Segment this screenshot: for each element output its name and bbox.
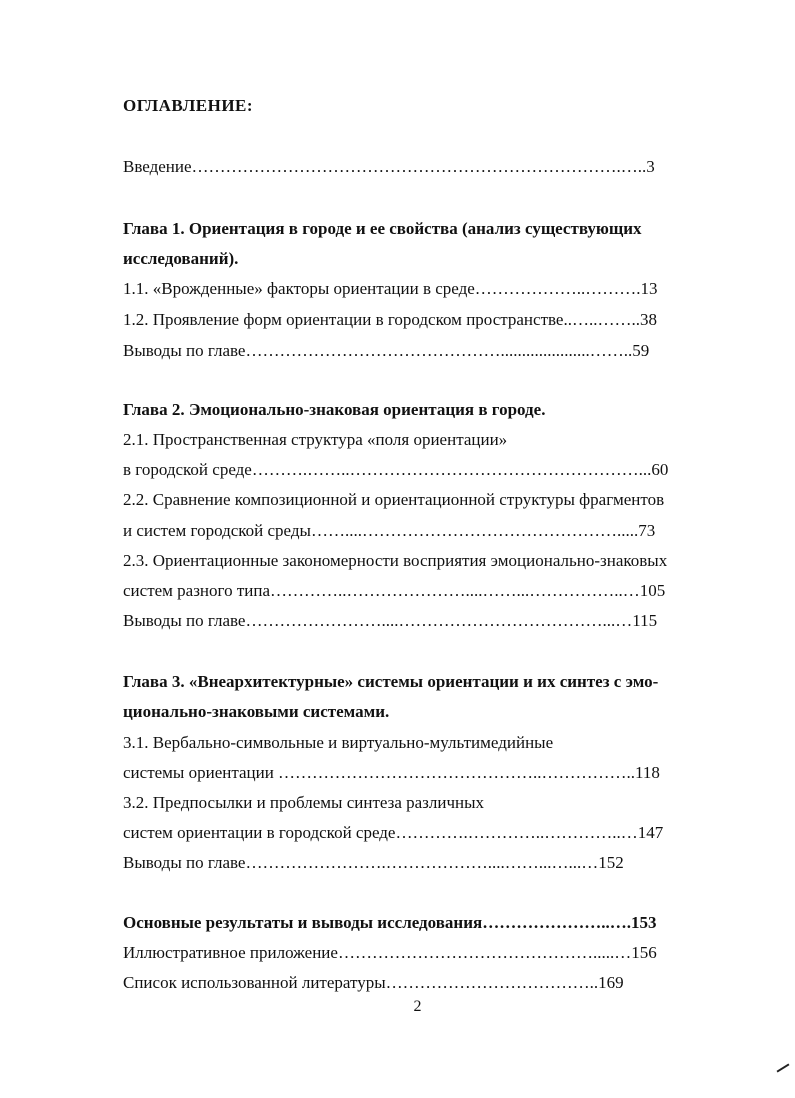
toc-2-2-line-2[interactable]: и систем городской среды……....……………………………………….....73	[123, 521, 656, 540]
chapter-3-heading-line-2[interactable]: ционально-знаковыми системами.	[123, 702, 390, 721]
toc-1-2[interactable]: 1.2. Проявление форм ориентации в городском пространстве..…..……..38	[123, 310, 657, 329]
toc-2-1-line-1[interactable]: 2.1. Пространственная структура «поля ориентации»	[123, 430, 508, 449]
toc-3-1-line-2[interactable]: системы ориентации ………………………………………..……………..118	[123, 763, 660, 782]
toc-2-conclusions[interactable]: Выводы по главе……………………....………………………………...…115	[123, 611, 658, 630]
toc-main-results[interactable]: Основные результаты и выводы исследования…………………..….153	[123, 913, 657, 932]
toc-3-2-line-1[interactable]: 3.2. Предпосылки и проблемы синтеза различных	[123, 793, 485, 812]
toc-2-3-line-1[interactable]: 2.3. Ориентационные закономерности восприятия эмоционально-знаковых	[123, 551, 668, 570]
toc-appendix[interactable]: Иллюстративное приложение……………………………………….....…156	[123, 943, 657, 962]
toc-2-3-line-2[interactable]: систем разного типа…………..…………………....……...……………..…105	[123, 581, 666, 600]
chapter-3-heading-line-1[interactable]: Глава 3. «Внеархитектурные» системы ориентации и их синтез с эмо-	[123, 672, 659, 691]
toc-bibliography[interactable]: Список использованной литературы………………………………..169	[123, 973, 624, 992]
page-number: 2	[413, 998, 422, 1015]
toc-1-conclusions[interactable]: Выводы по главе……………………………………….....................……..59	[123, 341, 650, 360]
toc-3-conclusions[interactable]: Выводы по главе…………………….………………....……...…...…152	[123, 853, 624, 872]
toc-2-1-line-2[interactable]: в городской среде……….……..……………………………………………...60	[123, 460, 669, 479]
page-title: ОГЛАВЛЕНИЕ:	[123, 96, 254, 115]
toc-2-2-line-1[interactable]: 2.2. Сравнение композиционной и ориентационной структуры фрагментов	[123, 490, 665, 509]
scan-mark	[777, 1063, 790, 1072]
chapter-2-heading[interactable]: Глава 2. Эмоционально-знаковая ориентация в городе.	[123, 400, 546, 419]
chapter-1-heading-line-2[interactable]: исследований).	[123, 249, 239, 268]
toc-3-2-line-2[interactable]: систем ориентации в городской среде………….…………..…………..…147	[123, 823, 664, 842]
toc-1-1[interactable]: 1.1. «Врожденные» факторы ориентации в среде………………..……….13	[123, 279, 658, 298]
chapter-1-heading-line-1[interactable]: Глава 1. Ориентация в городе и ее свойства (анализ существующих	[123, 219, 642, 238]
toc-3-1-line-1[interactable]: 3.1. Вербально-символьные и виртуально-мультимедийные	[123, 733, 554, 752]
toc-intro[interactable]: Введение………………………………………………………………….…..3	[123, 157, 655, 176]
